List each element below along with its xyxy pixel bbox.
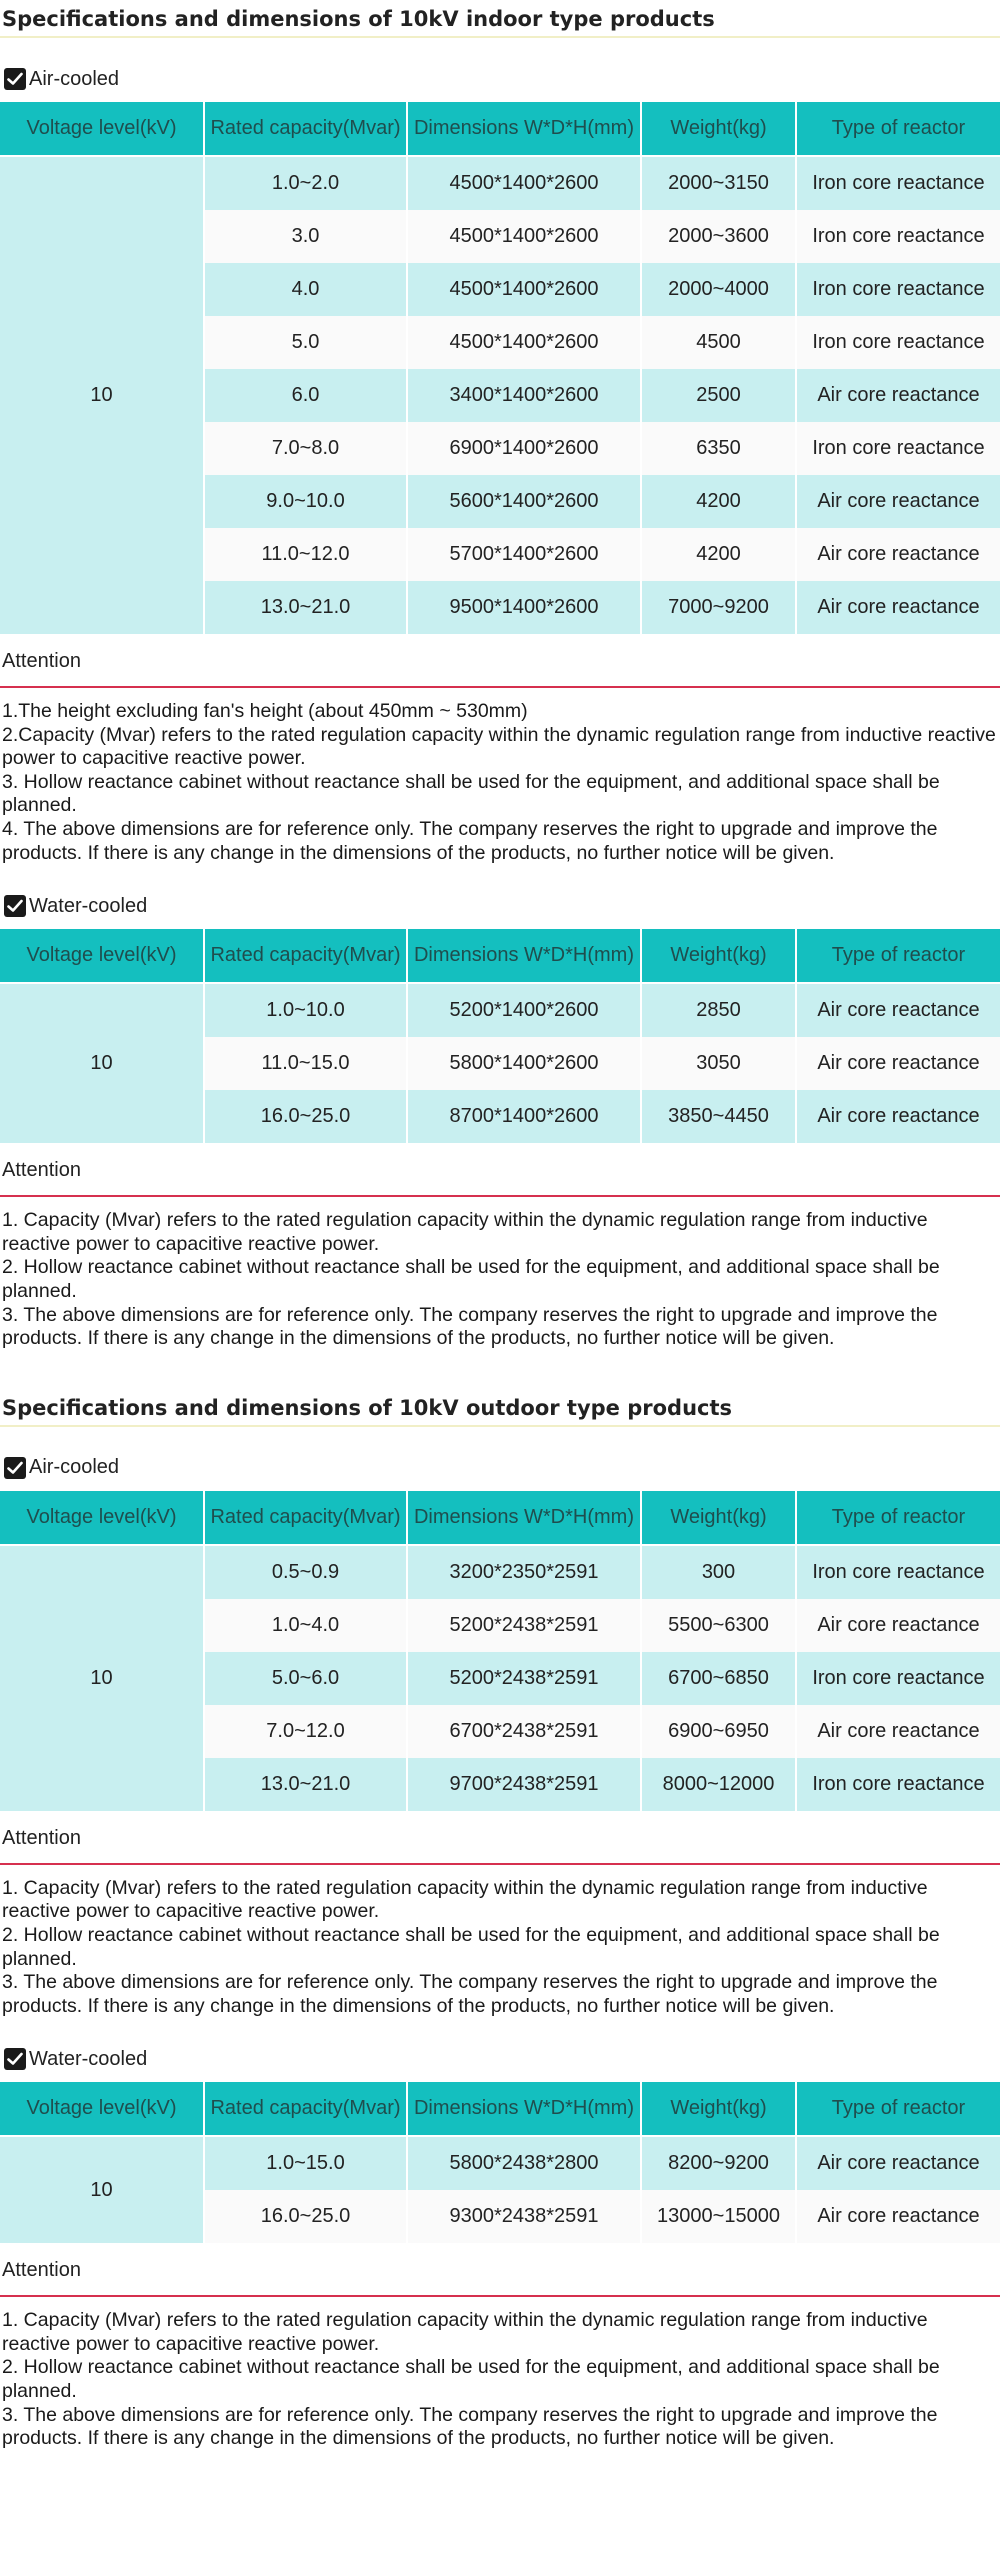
column-header-reactor-type: Type of reactor bbox=[796, 929, 1000, 983]
weight-cell: 2500 bbox=[641, 369, 796, 422]
table-header-row bbox=[0, 1491, 1000, 1545]
reactor-type-cell: Iron core reactance bbox=[796, 1652, 1000, 1705]
reactor-type-cell: Iron core reactance bbox=[796, 1545, 1000, 1599]
note-line: 3. The above dimensions are for reference only. The company reserves the right to upgrade and improve the products. If there is any change in the dimensions of the products, no further notice will be given. bbox=[2, 2403, 938, 2450]
note-line: 2.Capacity (Mvar) refers to the rated regulation capacity within the dynamic regulation range from inductive reactive power to capacitive reactive power. bbox=[2, 723, 996, 770]
column-header-weight: Weight(kg) bbox=[641, 102, 796, 156]
cooling-label-text: Water-cooled bbox=[29, 2047, 148, 2070]
table-row bbox=[0, 2136, 1000, 2190]
note-line: 3. Hollow reactance cabinet without reactance shall be used for the equipment, and additional space shall be planned. bbox=[2, 770, 940, 817]
reactor-type-cell: Iron core reactance bbox=[796, 210, 1000, 263]
dimensions-cell: 5200*2438*2591 bbox=[407, 1652, 641, 1705]
dimensions-cell: 4500*1400*2600 bbox=[407, 316, 641, 369]
dimensions-cell: 4500*1400*2600 bbox=[407, 210, 641, 263]
dimensions-cell: 5800*2438*2800 bbox=[407, 2136, 641, 2190]
capacity-cell: 9.0~10.0 bbox=[204, 475, 407, 528]
column-header-capacity: Rated capacity(Mvar) bbox=[204, 102, 407, 156]
table-header-row bbox=[0, 102, 1000, 156]
dimensions-cell: 9300*2438*2591 bbox=[407, 2190, 641, 2243]
outdoor-water-cooled-option[interactable] bbox=[0, 2036, 1000, 2082]
voltage-cell: 10 bbox=[0, 156, 204, 634]
capacity-cell: 1.0~2.0 bbox=[204, 156, 407, 210]
capacity-cell: 0.5~0.9 bbox=[204, 1545, 407, 1599]
weight-cell: 2850 bbox=[641, 983, 796, 1037]
capacity-cell: 11.0~15.0 bbox=[204, 1037, 407, 1090]
voltage-cell: 10 bbox=[0, 1545, 204, 1811]
capacity-cell: 1.0~4.0 bbox=[204, 1599, 407, 1652]
weight-cell: 4200 bbox=[641, 475, 796, 528]
table-row bbox=[0, 1545, 1000, 1599]
attention-notes bbox=[0, 1197, 1000, 1351]
reactor-type-cell: Air core reactance bbox=[796, 528, 1000, 581]
checkbox-checked-icon[interactable] bbox=[4, 68, 26, 90]
dimensions-cell: 5600*1400*2600 bbox=[407, 475, 641, 528]
checkbox-checked-icon[interactable] bbox=[4, 1457, 26, 1479]
dimensions-cell: 6700*2438*2591 bbox=[407, 1705, 641, 1758]
weight-cell: 7000~9200 bbox=[641, 581, 796, 634]
table-header-row bbox=[0, 929, 1000, 983]
column-header-dimensions: Dimensions W*D*H(mm) bbox=[407, 1491, 641, 1545]
note-line: 2. Hollow reactance cabinet without reactance shall be used for the equipment, and additional space shall be planned. bbox=[2, 2356, 940, 2403]
cooling-label-text: Air-cooled bbox=[29, 1456, 120, 1479]
dimensions-cell: 5700*1400*2600 bbox=[407, 528, 641, 581]
reactor-type-cell: Air core reactance bbox=[796, 475, 1000, 528]
cooling-label-text: Air-cooled bbox=[29, 67, 120, 90]
dimensions-cell: 5800*1400*2600 bbox=[407, 1037, 641, 1090]
weight-cell: 4500 bbox=[641, 316, 796, 369]
voltage-cell: 10 bbox=[0, 983, 204, 1143]
note-line: 1.The height excluding fan's height (about 450mm ~ 530mm) bbox=[2, 700, 528, 722]
note-line: 3. The above dimensions are for reference only. The company reserves the right to upgrade and improve the products. If there is any change in the dimensions of the products, no further notice will be given. bbox=[2, 1303, 938, 1350]
weight-cell: 13000~15000 bbox=[641, 2190, 796, 2243]
column-header-reactor-type: Type of reactor bbox=[796, 2082, 1000, 2136]
weight-cell: 3850~4450 bbox=[641, 1090, 796, 1143]
indoor-air-cooled-table bbox=[0, 102, 1000, 634]
column-header-weight: Weight(kg) bbox=[641, 929, 796, 983]
indoor-section-title: Specifications and dimensions of 10kV indoor type products bbox=[0, 0, 1000, 38]
column-header-voltage: Voltage level(kV) bbox=[0, 929, 204, 983]
column-header-reactor-type: Type of reactor bbox=[796, 102, 1000, 156]
indoor-air-cooled-option[interactable] bbox=[0, 56, 1000, 102]
spacer bbox=[0, 2018, 1000, 2036]
column-header-weight: Weight(kg) bbox=[641, 1491, 796, 1545]
cooling-label-text: Water-cooled bbox=[29, 894, 148, 917]
dimensions-cell: 4500*1400*2600 bbox=[407, 156, 641, 210]
capacity-cell: 16.0~25.0 bbox=[204, 2190, 407, 2243]
note-line: 1. Capacity (Mvar) refers to the rated regulation capacity within the dynamic regulation range from inductive reactive power to capacitive reactive power. bbox=[2, 1209, 928, 1255]
note-line: 4. The above dimensions are for reference only. The company reserves the right to upgrade and improve the products. If there is any change in the dimensions of the products, no further notice will be given. bbox=[2, 817, 938, 864]
capacity-cell: 7.0~12.0 bbox=[204, 1705, 407, 1758]
reactor-type-cell: Air core reactance bbox=[796, 1705, 1000, 1758]
column-header-voltage: Voltage level(kV) bbox=[0, 2082, 204, 2136]
voltage-cell: 10 bbox=[0, 2136, 204, 2243]
attention-notes bbox=[0, 2297, 1000, 2451]
column-header-capacity: Rated capacity(Mvar) bbox=[204, 1491, 407, 1545]
weight-cell: 6350 bbox=[641, 422, 796, 475]
checkbox-checked-icon[interactable] bbox=[4, 2048, 26, 2070]
weight-cell: 4200 bbox=[641, 528, 796, 581]
column-header-dimensions: Dimensions W*D*H(mm) bbox=[407, 102, 641, 156]
reactor-type-cell: Air core reactance bbox=[796, 1090, 1000, 1143]
attention-notes bbox=[0, 688, 1000, 865]
weight-cell: 2000~3600 bbox=[641, 210, 796, 263]
capacity-cell: 16.0~25.0 bbox=[204, 1090, 407, 1143]
capacity-cell: 5.0~6.0 bbox=[204, 1652, 407, 1705]
table-header-row bbox=[0, 2082, 1000, 2136]
attention-heading: Attention bbox=[0, 634, 1000, 688]
weight-cell: 8000~12000 bbox=[641, 1758, 796, 1811]
dimensions-cell: 4500*1400*2600 bbox=[407, 263, 641, 316]
column-header-voltage: Voltage level(kV) bbox=[0, 102, 204, 156]
weight-cell: 6900~6950 bbox=[641, 1705, 796, 1758]
capacity-cell: 13.0~21.0 bbox=[204, 1758, 407, 1811]
column-header-voltage: Voltage level(kV) bbox=[0, 1491, 204, 1545]
note-line: 1. Capacity (Mvar) refers to the rated regulation capacity within the dynamic regulation range from inductive reactive power to capacitive reactive power. bbox=[2, 2309, 928, 2355]
capacity-cell: 11.0~12.0 bbox=[204, 528, 407, 581]
reactor-type-cell: Iron core reactance bbox=[796, 156, 1000, 210]
column-header-capacity: Rated capacity(Mvar) bbox=[204, 2082, 407, 2136]
attention-heading: Attention bbox=[0, 2243, 1000, 2297]
indoor-water-cooled-option[interactable] bbox=[0, 883, 1000, 929]
spacer bbox=[0, 1427, 1000, 1445]
note-line: 2. Hollow reactance cabinet without reactance shall be used for the equipment, and additional space shall be planned. bbox=[2, 1923, 940, 1970]
capacity-cell: 5.0 bbox=[204, 316, 407, 369]
capacity-cell: 1.0~15.0 bbox=[204, 2136, 407, 2190]
capacity-cell: 7.0~8.0 bbox=[204, 422, 407, 475]
column-header-reactor-type: Type of reactor bbox=[796, 1491, 1000, 1545]
dimensions-cell: 9700*2438*2591 bbox=[407, 1758, 641, 1811]
outdoor-water-cooled-table bbox=[0, 2082, 1000, 2243]
attention-heading: Attention bbox=[0, 1143, 1000, 1197]
weight-cell: 6700~6850 bbox=[641, 1652, 796, 1705]
attention-heading: Attention bbox=[0, 1811, 1000, 1865]
outdoor-section-title: Specifications and dimensions of 10kV outdoor type products bbox=[0, 1389, 1000, 1427]
outdoor-air-cooled-table bbox=[0, 1491, 1000, 1811]
spacer bbox=[0, 865, 1000, 883]
reactor-type-cell: Air core reactance bbox=[796, 983, 1000, 1037]
dimensions-cell: 9500*1400*2600 bbox=[407, 581, 641, 634]
table-row bbox=[0, 983, 1000, 1037]
capacity-cell: 6.0 bbox=[204, 369, 407, 422]
dimensions-cell: 8700*1400*2600 bbox=[407, 1090, 641, 1143]
capacity-cell: 4.0 bbox=[204, 263, 407, 316]
reactor-type-cell: Air core reactance bbox=[796, 581, 1000, 634]
column-header-capacity: Rated capacity(Mvar) bbox=[204, 929, 407, 983]
spacer bbox=[0, 1351, 1000, 1389]
dimensions-cell: 5200*2438*2591 bbox=[407, 1599, 641, 1652]
weight-cell: 3050 bbox=[641, 1037, 796, 1090]
capacity-cell: 3.0 bbox=[204, 210, 407, 263]
note-line: 3. The above dimensions are for reference only. The company reserves the right to upgrade and improve the products. If there is any change in the dimensions of the products, no further notice will be given. bbox=[2, 1971, 938, 2017]
reactor-type-cell: Air core reactance bbox=[796, 1599, 1000, 1652]
capacity-cell: 13.0~21.0 bbox=[204, 581, 407, 634]
reactor-type-cell: Iron core reactance bbox=[796, 263, 1000, 316]
capacity-cell: 1.0~10.0 bbox=[204, 983, 407, 1037]
reactor-type-cell: Air core reactance bbox=[796, 2190, 1000, 2243]
reactor-type-cell: Air core reactance bbox=[796, 1037, 1000, 1090]
reactor-type-cell: Air core reactance bbox=[796, 369, 1000, 422]
dimensions-cell: 6900*1400*2600 bbox=[407, 422, 641, 475]
spacer bbox=[0, 38, 1000, 56]
reactor-type-cell: Iron core reactance bbox=[796, 316, 1000, 369]
column-header-weight: Weight(kg) bbox=[641, 2082, 796, 2136]
column-header-dimensions: Dimensions W*D*H(mm) bbox=[407, 2082, 641, 2136]
column-header-dimensions: Dimensions W*D*H(mm) bbox=[407, 929, 641, 983]
table-row bbox=[0, 156, 1000, 210]
dimensions-cell: 5200*1400*2600 bbox=[407, 983, 641, 1037]
weight-cell: 5500~6300 bbox=[641, 1599, 796, 1652]
indoor-water-cooled-table bbox=[0, 929, 1000, 1143]
note-line: 2. Hollow reactance cabinet without reactance shall be used for the equipment, and additional space shall be planned. bbox=[2, 1256, 940, 1302]
note-line: 1. Capacity (Mvar) refers to the rated regulation capacity within the dynamic regulation range from inductive reactive power to capacitive reactive power. bbox=[2, 1876, 928, 1923]
weight-cell: 2000~4000 bbox=[641, 263, 796, 316]
checkbox-checked-icon[interactable] bbox=[4, 895, 26, 917]
reactor-type-cell: Iron core reactance bbox=[796, 1758, 1000, 1811]
reactor-type-cell: Air core reactance bbox=[796, 2136, 1000, 2190]
dimensions-cell: 3400*1400*2600 bbox=[407, 369, 641, 422]
weight-cell: 2000~3150 bbox=[641, 156, 796, 210]
dimensions-cell: 3200*2350*2591 bbox=[407, 1545, 641, 1599]
weight-cell: 300 bbox=[641, 1545, 796, 1599]
reactor-type-cell: Iron core reactance bbox=[796, 422, 1000, 475]
outdoor-air-cooled-option[interactable] bbox=[0, 1445, 1000, 1491]
weight-cell: 8200~9200 bbox=[641, 2136, 796, 2190]
attention-notes bbox=[0, 1865, 1000, 2019]
